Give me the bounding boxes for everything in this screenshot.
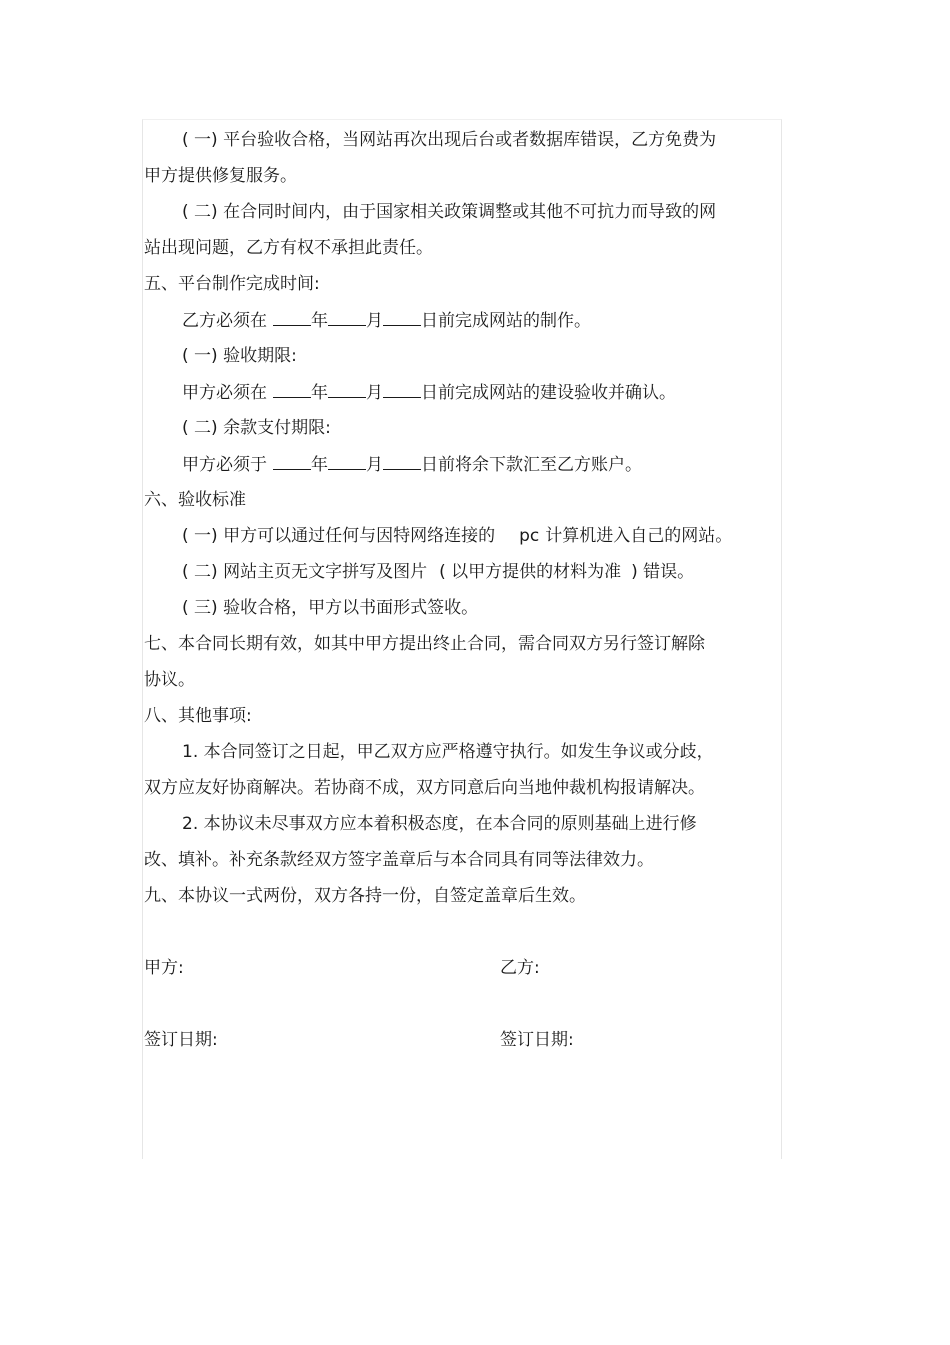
section-5-heading: 五、平台制作完成时间: [144,274,320,294]
section-7-line-2: 协议。 [144,670,195,690]
year-blank [273,309,311,326]
payment-date-line [182,453,642,476]
completion-suffix: 日前完成网站的制作。 [421,311,591,331]
year-blank [273,381,311,398]
completion-date-line [182,309,591,332]
section-7-line-1: 七、本合同长期有效，如其中甲方提出终止合同，需合同双方另行签订解除 [144,634,705,654]
acceptance-date-line [182,381,676,404]
section-8-1-line-1: 1. 本合同签订之日起，甲乙双方应严格遵守执行。如发生争议或分歧， [182,742,714,762]
standard-2-part-1: ( 二) 网站主页无文字拼写及图片 [182,562,428,582]
year-label: 年 [311,383,328,403]
month-label: 月 [366,311,383,331]
acceptance-prefix: 甲方必须在 [182,383,267,403]
month-blank [328,453,366,470]
standard-2-line [182,561,694,583]
month-blank [328,381,366,398]
month-blank [328,309,366,326]
standard-3-line: ( 三) 验收合格，甲方以书面形式签收。 [182,598,479,618]
section-5-1-heading: ( 一) 验收期限: [182,346,297,366]
day-blank [383,381,421,398]
day-blank [383,309,421,326]
year-label: 年 [311,311,328,331]
section-5-2-heading: ( 二) 余款支付期限: [182,418,331,438]
party-b-sign-date-label: 签订日期: [500,1030,574,1050]
section-8-2-line-2: 改、填补。补充条款经双方签字盖章后与本合同具有同等法律效力。 [144,850,654,870]
party-a-sign-date-label: 签订日期: [144,1030,218,1050]
year-label: 年 [311,455,328,475]
acceptance-suffix: 日前完成网站的建设验收并确认。 [421,383,676,403]
clause-4-2-line-1: ( 二) 在合同时间内，由于国家相关政策调整或其他不可抗力而导致的网 [182,202,717,222]
party-a-label: 甲方: [144,958,184,978]
section-9-line: 九、本协议一式两份，双方各持一份，自签定盖章后生效。 [144,886,586,906]
standard-1-before: ( 一) 甲方可以通过任何与因特网络连接的 [182,526,496,546]
year-blank [273,453,311,470]
clause-4-2-line-2: 站出现问题，乙方有权不承担此责任。 [144,238,433,258]
standard-2-part-2: ( 以甲方提供的材料为准 [439,562,622,582]
section-8-heading: 八、其他事项: [144,706,252,726]
standard-1-line [182,525,732,547]
section-6-heading: 六、验收标准 [144,490,246,510]
payment-suffix: 日前将余下款汇至乙方账户。 [421,455,642,475]
party-b-label: 乙方: [500,958,540,978]
standard-1-pc: pc [519,526,540,546]
standard-1-after: 计算机进入自己的网站。 [545,526,733,546]
day-blank [383,453,421,470]
completion-prefix: 乙方必须在 [182,311,267,331]
clause-4-1-line-2: 甲方提供修复服务。 [144,166,297,186]
section-8-2-line-1: 2. 本协议未尽事双方应本着积极态度，在本合同的原则基础上进行修 [182,814,697,834]
clause-4-1-line-1: ( 一) 平台验收合格，当网站再次出现后台或者数据库错误，乙方免费为 [182,130,717,150]
payment-prefix: 甲方必须于 [182,455,267,475]
month-label: 月 [366,455,383,475]
standard-2-part-3: ) 错误。 [631,562,695,582]
section-8-1-line-2: 双方应友好协商解决。若协商不成，双方同意后向当地仲裁机构报请解决。 [144,778,705,798]
month-label: 月 [366,383,383,403]
